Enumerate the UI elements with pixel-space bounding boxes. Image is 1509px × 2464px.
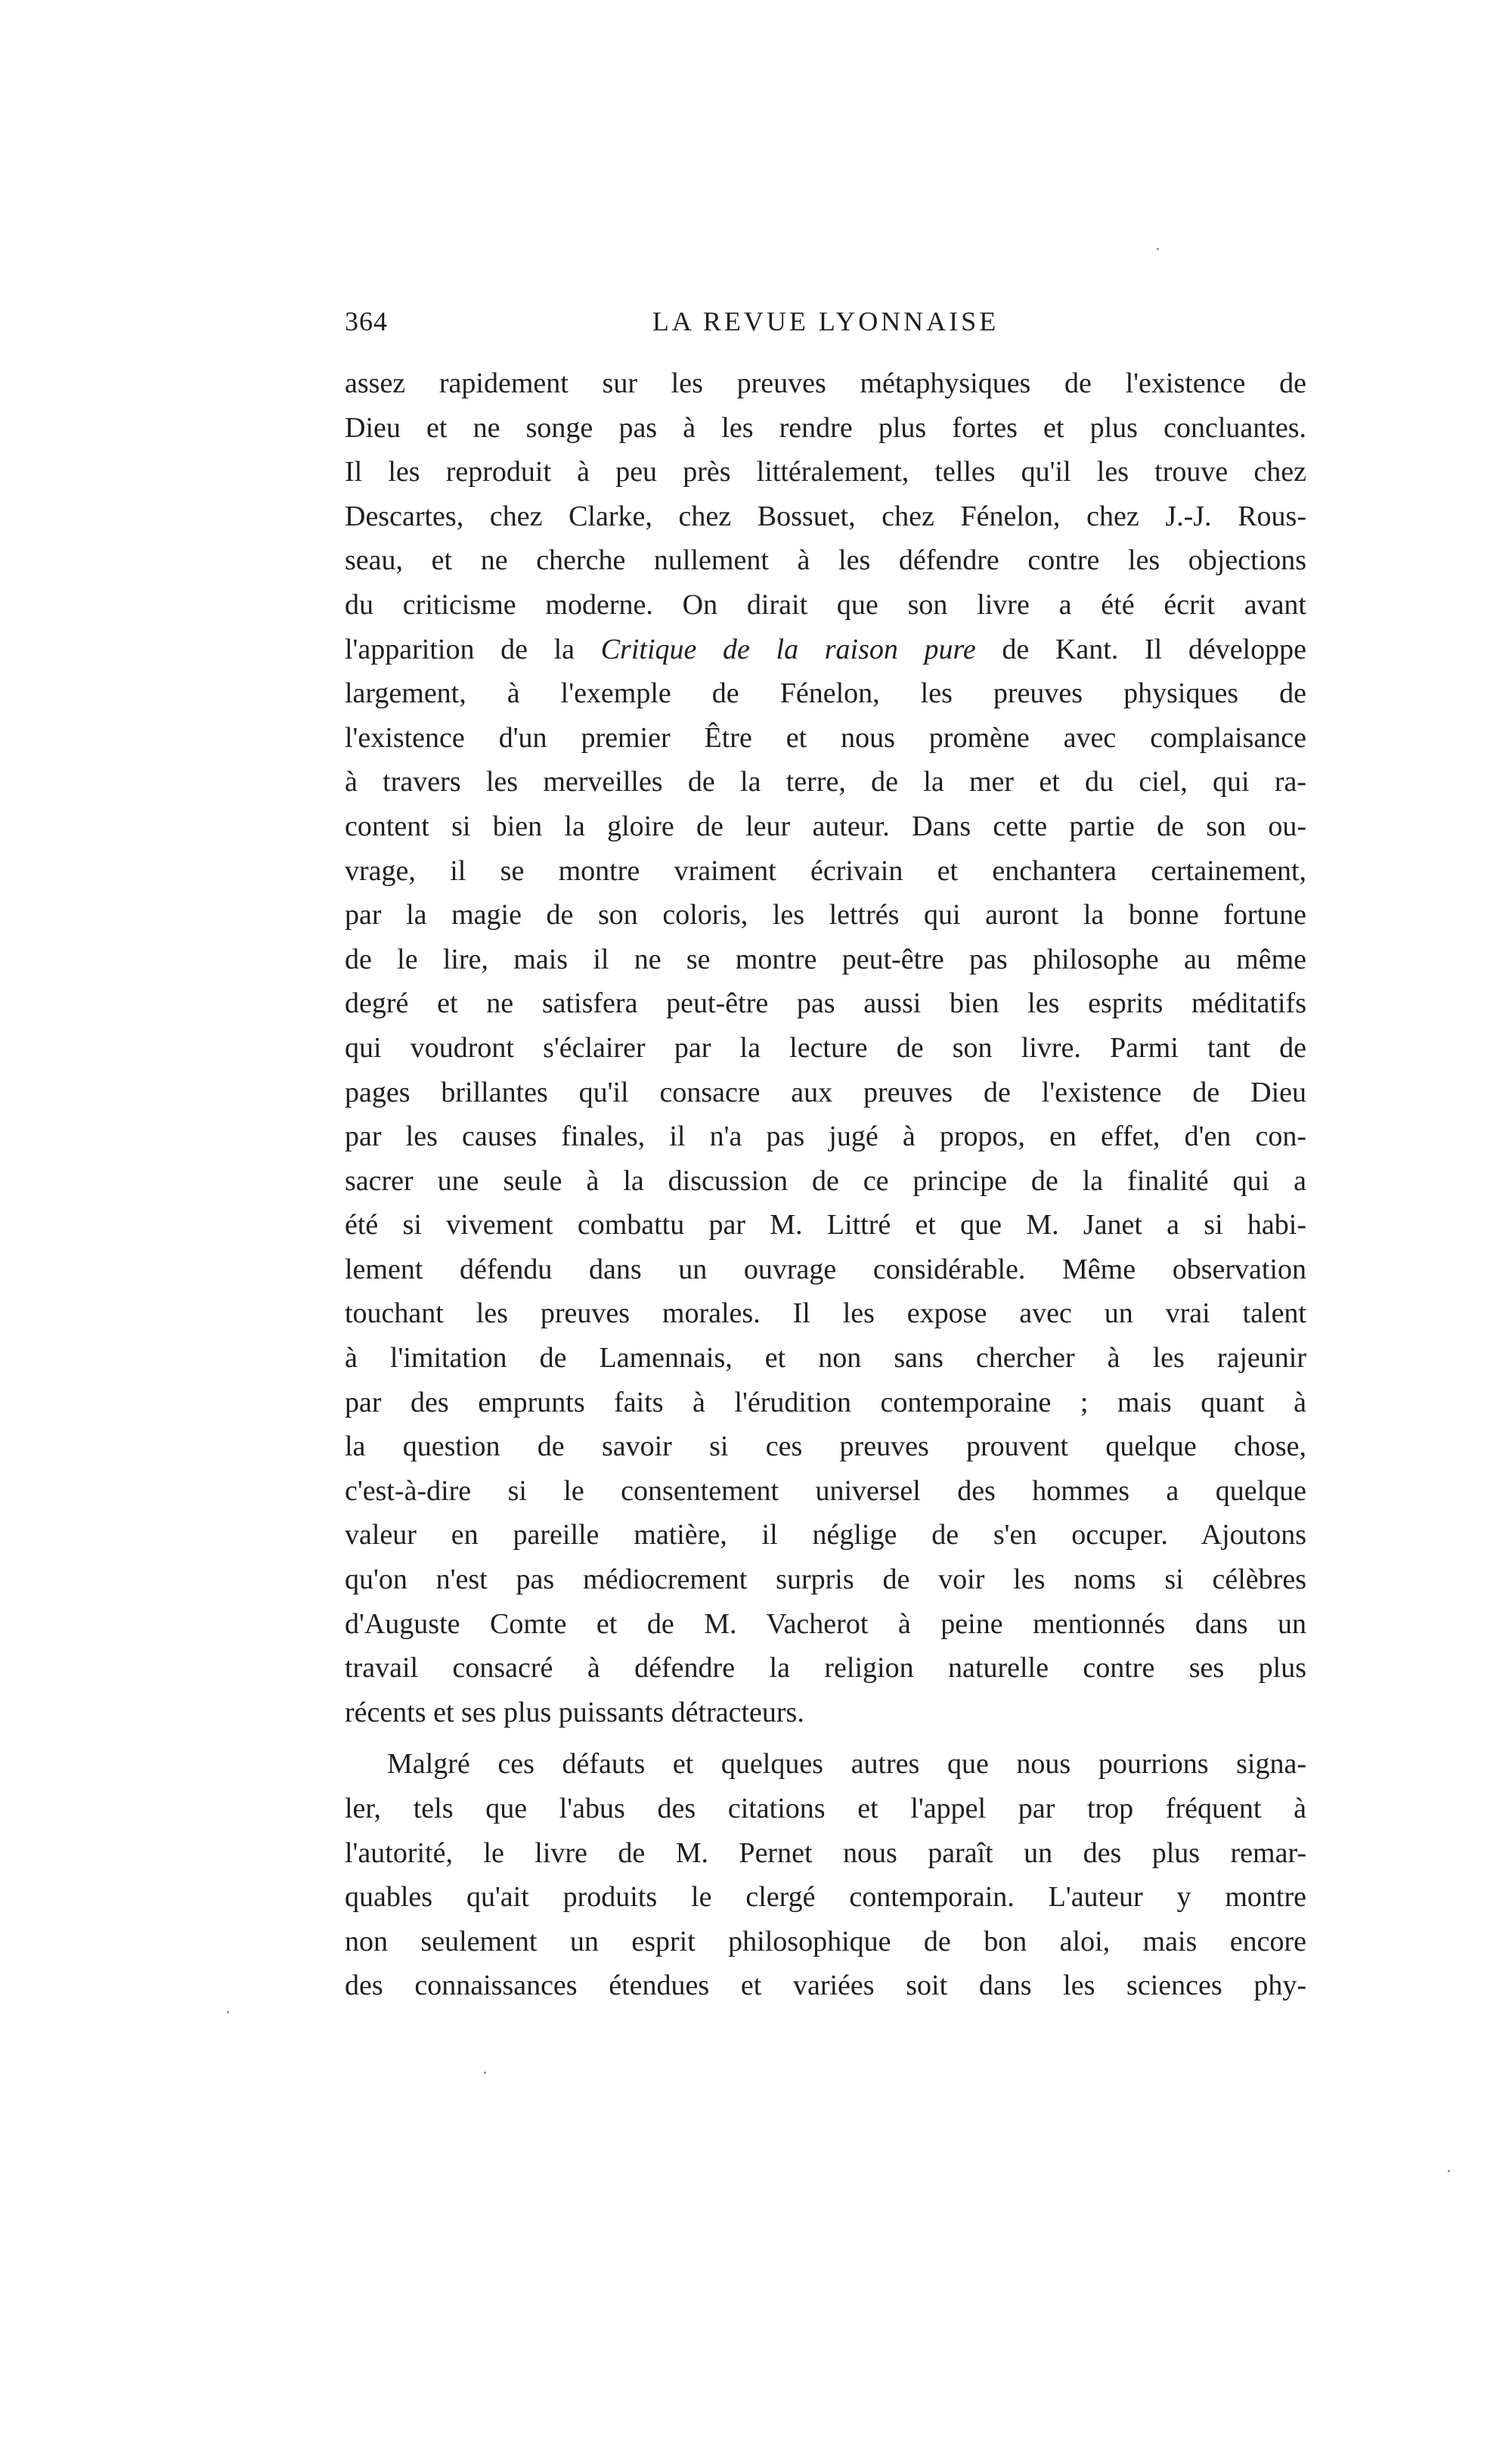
text-segment: de Kant. Il développe: [975, 633, 1306, 665]
text-line: des connaissances étendues et variées soit dans les sciences phy-: [345, 1970, 1306, 2002]
page-number: 364: [345, 306, 388, 336]
text-line: de le lire, mais il ne se montre peut-être pas philosophe au même: [345, 943, 1306, 975]
text-line: c'est-à-dire si le consentement universel des hommes a quelque: [345, 1474, 1306, 1507]
scan-speck: [1448, 2170, 1450, 2172]
text-line: d'Auguste Comte et de M. Vacherot à peine mentionnés dans un: [345, 1607, 1306, 1640]
text-line: quables qu'ait produits le clergé contemporain. L'auteur y montre: [345, 1881, 1306, 1914]
paragraph-1: [345, 361, 1306, 1734]
text-line: Dieu et ne songe pas à les rendre plus fortes et plus concluantes.: [345, 411, 1306, 444]
scan-speck: [484, 2072, 486, 2074]
text-line: l'autorité, le livre de M. Pernet nous paraît un des plus remar-: [345, 1836, 1306, 1869]
text-line: Il les reproduit à peu près littéralement, telles qu'il les trouve chez: [345, 456, 1306, 488]
text-line: non seulement un esprit philosophique de bon aloi, mais encore: [345, 1925, 1306, 1957]
text-line-with-italic-title: [345, 628, 1306, 672]
text-line: pages brillantes qu'il consacre aux preuves de l'existence de Dieu: [345, 1076, 1306, 1108]
text-line: à travers les merveilles de la terre, de la mer et du ciel, qui ra-: [345, 766, 1306, 798]
running-head: [345, 305, 1306, 346]
text-line: récents et ses plus puissants détracteurs.: [345, 1696, 804, 1728]
text-line: ler, tels que l'abus des citations et l'appel par trop fréquent à: [345, 1793, 1306, 1824]
text-line: largement, à l'exemple de Fénelon, les preuves physiques de: [345, 677, 1306, 710]
text-line: valeur en pareille matière, il néglige de s'en occuper. Ajoutons: [345, 1519, 1306, 1551]
text-line: Malgré ces défauts et quelques autres que nous pourrions signa-: [387, 1748, 1306, 1781]
journal-title: LA REVUE LYONNAISE: [652, 306, 999, 336]
text-line: par la magie de son coloris, les lettrés qui auront la bonne fortune: [345, 899, 1306, 931]
scan-speck: [227, 2011, 229, 2013]
book-title-italic: Critique de la raison pure: [600, 633, 976, 665]
text-line: assez rapidement sur les preuves métaphysiques de l'existence de: [345, 367, 1306, 399]
text-line: seau, et ne cherche nullement à les défendre contre les objections: [345, 544, 1306, 577]
text-line: l'existence d'un premier Être et nous promène avec complaisance: [345, 721, 1306, 754]
text-line: Descartes, chez Clarke, chez Bossuet, chez Fénelon, chez J.-J. Rous-: [345, 500, 1306, 532]
text-line: qui voudront s'éclairer par la lecture de son livre. Parmi tant de: [345, 1031, 1306, 1064]
text-line: content si bien la gloire de leur auteur. Dans cette partie de son ou-: [345, 810, 1306, 842]
text-line: qu'on n'est pas médiocrement surpris de voir les noms si célèbres: [345, 1564, 1306, 1596]
text-line: par les causes finales, il n'a pas jugé à propos, en effet, d'en con-: [345, 1120, 1306, 1153]
text-line: la question de savoir si ces preuves prouvent quelque chose,: [345, 1430, 1306, 1463]
text-line: du criticisme moderne. On dirait que son livre a été écrit avant: [345, 588, 1306, 621]
paragraph-gap: [345, 1734, 1306, 1742]
text-line: touchant les preuves morales. Il les expose avec un vrai talent: [345, 1297, 1306, 1330]
scan-speck: [1157, 248, 1159, 250]
text-line: par des emprunts faits à l'érudition contemporaine ; mais quant à: [345, 1386, 1306, 1418]
text-segment: l'apparition de la: [345, 633, 601, 665]
text-line: à l'imitation de Lamennais, et non sans chercher à les rajeunir: [345, 1342, 1306, 1375]
text-line: travail consacré à défendre la religion naturelle contre ses plus: [345, 1652, 1306, 1685]
text-line: été si vivement combattu par M. Littré et que M. Janet a si habi-: [345, 1209, 1306, 1241]
text-line: degré et ne satisfera peut-être pas aussi bien les esprits méditatifs: [345, 987, 1306, 1020]
text-line: lement défendu dans un ouvrage considérable. Même observation: [345, 1253, 1306, 1285]
paragraph-2: [345, 1742, 1306, 2008]
text-line: vrage, il se montre vraiment écrivain et enchantera certainement,: [345, 854, 1306, 887]
text-line: sacrer une seule à la discussion de ce principe de la finalité qui a: [345, 1164, 1306, 1197]
body-text: [345, 361, 1306, 2008]
